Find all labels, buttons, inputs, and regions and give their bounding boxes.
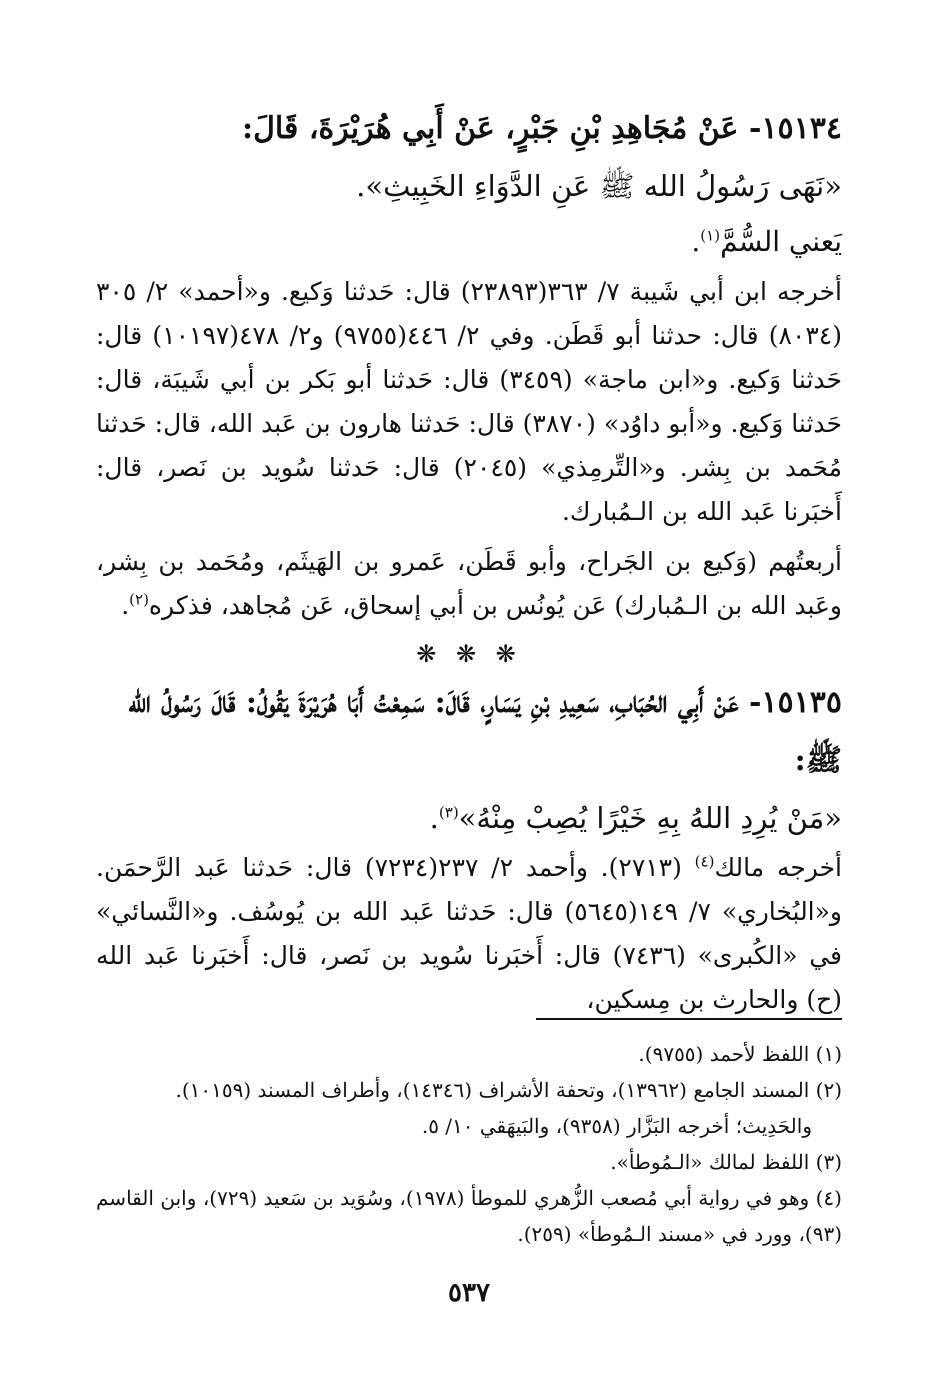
takhrij-15135: [96, 846, 842, 1022]
hadith-text-15135: [96, 790, 842, 846]
hadith-end: .: [429, 801, 439, 835]
footnotes: [96, 1036, 842, 1252]
footnote-3: (٣) اللفظ لمالك «الـمُوطأ».: [610, 1150, 842, 1174]
takhrij-15134: أخرجه ابن أبي شَيبة ٧/ ٣٦٣(٢٣٨٩٣) قال: حَدثنا وَكيع. و«أحمد» ٢/ ٣٠٥ (٨٠٣٤) قال: حدثنا أبو قَطَن. وفي ٢/ ٤٤٦(٩٧٥٥) و٢/ ٤٧٨(١٠١٩٧) قال: حَدثنا وَكيع. و«ابن ماجة» (٣٤٥٩) قال: حَدثنا أبو بَكر بن أبي شَيبَة، قال: حَدثنا وَكيع. و«أبو داوُد» (٣٨٧٠) قال: حَدثنا هارون بن عَبد الله، قال: حَدثنا مُحَمد بن بِشر. و«التِّرمِذي» (٢٠٤٥) قال: حَدثنا سُويد بن نَصر، قال: أَخبَرنا عَبد الله بن الـمُبارك.: [96, 277, 843, 526]
hadith-heading-15134: ١٥١٣٤- عَنْ مُجَاهِدِ بْنِ جَبْرٍ، عَنْ أَبِي هُرَيْرَةَ، قَالَ:: [242, 111, 842, 146]
page-number: ٥٣٧: [448, 1278, 490, 1308]
footnote-2-continuation: والحَدِيث؛ أخرجه البَزَّار (٩٣٥٨)، والبَيهَقي ١٠/ ٥.: [421, 1114, 812, 1138]
takhrij-rest: (٢٧١٣). وأحمد ٢/ ٢٣٧(٧٢٣٤) قال: حَدثنا عَبد الرَّحمَن. و«البُخاري» ٧/ ١٤٩(٥٦٤٥) قال: حَدثنا عَبد الله بن يُوسُف. و«النَّسائي» في «الكُبرى» (٧٤٣٦) قال: أَخبَرنا سُويد بن نَصر، قال: أَخبَرنا عَبد الله (ح) والحارث بن مِسكين،: [96, 853, 843, 1014]
chain-summary-15134: [96, 540, 842, 628]
footnote-marker-1: (١): [700, 226, 721, 245]
note-text: يَعني السُّمَّ: [720, 225, 842, 258]
chain-end: .: [121, 591, 130, 620]
footnote-marker-4: (٤): [694, 852, 715, 871]
footnote-marker-3: (٣): [438, 803, 459, 822]
hadith-note-15134: [96, 214, 842, 270]
section-separator: ❋ ❋ ❋: [416, 640, 522, 668]
note-end: .: [691, 225, 701, 258]
footnote-1: (١) اللفظ لأحمد (٩٧٥٥).: [638, 1042, 842, 1066]
footnote-marker-2: (٢): [129, 590, 149, 609]
hadith-text-15134: «نَهَى رَسُولُ الله ﷺ عَنِ الدَّوَاءِ الخَبِيثِ».: [356, 169, 842, 203]
hadith-body: «مَنْ يُرِدِ اللهُ بِهِ خَيْرًا يُصِبْ مِنْهُ»: [458, 801, 842, 835]
footnote-2: (٢) المسند الجامع (١٣٩٦٢)، وتحفة الأشراف (١٤٣٤٦)، وأطراف المسند (١٠١٥٩).: [175, 1078, 842, 1102]
chain-text: أربعتُهم (وَكيع بن الجَراح، وأبو قَطَن، عَمرو بن الهَيثَم، ومُحَمد بن بِشر، وعَبد الله بن الـمُبارك) عَن يُونُس بن أبي إسحاق، عَن مُجاهد، فذكره: [96, 547, 842, 620]
takhrij-start: أخرجه مالك: [714, 853, 842, 882]
hadith-heading-15135: ١٥١٣٥- عَنْ أَبِي الحُبَابِ، سَعِيدِ بْنِ يَسَارٍ، قَالَ: سَمِعْتُ أَبَا هُرَيْرَةَ يَقُولُ: قَالَ رَسُولُ الله ﷺ:: [128, 685, 842, 778]
footnote-4: (٤) وهو في رواية أبي مُصعب الزُّهري للموطأ (١٩٧٨)، وسُوَيد بن سَعيد (٧٢٩)، وابن القاسم (٩٣)، وورد في «مسند الـمُوطأ» (٢٥٩).: [96, 1186, 842, 1246]
footnote-divider: [536, 1018, 842, 1020]
